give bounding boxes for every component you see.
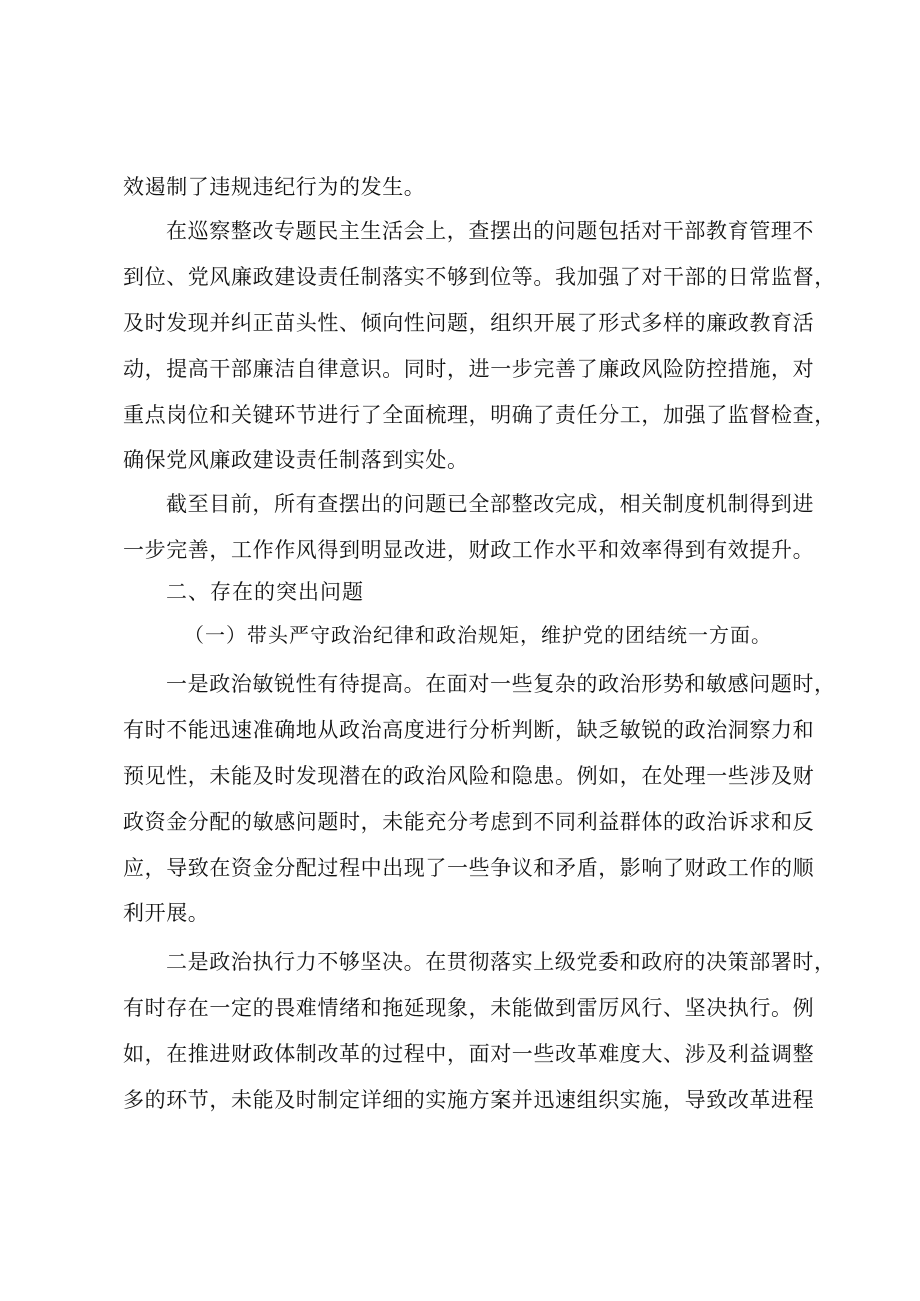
sub-heading: （一）带头严守政治纪律和政治规矩，维护党的团结统一方面。 bbox=[184, 623, 772, 647]
paragraph-line: 及时发现并纠正苗头性、倾向性问题，组织开展了形式多样的廉政教育活 bbox=[123, 311, 815, 335]
paragraph-line: 在巡察整改专题民主生活会上，查摆出的问题包括对干部教育管理不 bbox=[166, 219, 814, 243]
paragraph-line: 预见性，未能及时发现潜在的政治风险和隐患。例如，在处理一些涉及财 bbox=[123, 764, 815, 788]
paragraph-text: 在面对一些复杂的政治形势和敏感问题时， bbox=[425, 672, 836, 696]
paragraph-line: 效遏制了违规违纪行为的发生。 bbox=[123, 175, 426, 199]
paragraph-line: 如，在推进财政体制改革的过程中，面对一些改革难度大、涉及利益调整 bbox=[123, 1042, 815, 1066]
paragraph-line: 政资金分配的敏感问题时，未能充分考虑到不同利益群体的政治诉求和反 bbox=[123, 810, 815, 834]
paragraph-lead: 一是政治敏锐性有待提高。 bbox=[166, 672, 426, 696]
paragraph-line: 到位、党风廉政建设责任制落实不够到位等。我加强了对干部的日常监督， bbox=[123, 265, 836, 289]
paragraph-first-line bbox=[166, 661, 836, 707]
paragraph-first-line bbox=[166, 939, 836, 985]
section-heading: 二、存在的突出问题 bbox=[166, 580, 364, 604]
paragraph-line: 有时存在一定的畏难情绪和拖延现象，未能做到雷厉风行、坚决执行。例 bbox=[123, 996, 815, 1020]
paragraph-line: 多的环节，未能及时制定详细的实施方案并迅速组织实施，导致改革进程 bbox=[123, 1088, 815, 1112]
paragraph-line: 应，导致在资金分配过程中出现了一些争议和矛盾，影响了财政工作的顺 bbox=[123, 856, 815, 880]
paragraph-line: 有时不能迅速准确地从政治高度进行分析判断，缺乏敏锐的政治洞察力和 bbox=[123, 718, 815, 742]
paragraph-line: 动，提高干部廉洁自律意识。同时，进一步完善了廉政风险防控措施，对 bbox=[123, 357, 815, 381]
paragraph-line: 截至目前，所有查摆出的问题已全部整改完成，相关制度机制得到进 bbox=[166, 492, 814, 516]
paragraph-line: 一步完善，工作作风得到明显改进，财政工作水平和效率得到有效提升。 bbox=[123, 538, 815, 562]
paragraph-line: 确保党风廉政建设责任制落到实处。 bbox=[123, 448, 469, 472]
paragraph-line: 利开展。 bbox=[123, 901, 210, 925]
paragraph-line: 重点岗位和关键环节进行了全面梳理，明确了责任分工，加强了监督检查， bbox=[123, 403, 836, 427]
paragraph-text: 在贯彻落实上级党委和政府的决策部署时， bbox=[425, 950, 836, 974]
paragraph-lead: 二是政治执行力不够坚决。 bbox=[166, 950, 426, 974]
